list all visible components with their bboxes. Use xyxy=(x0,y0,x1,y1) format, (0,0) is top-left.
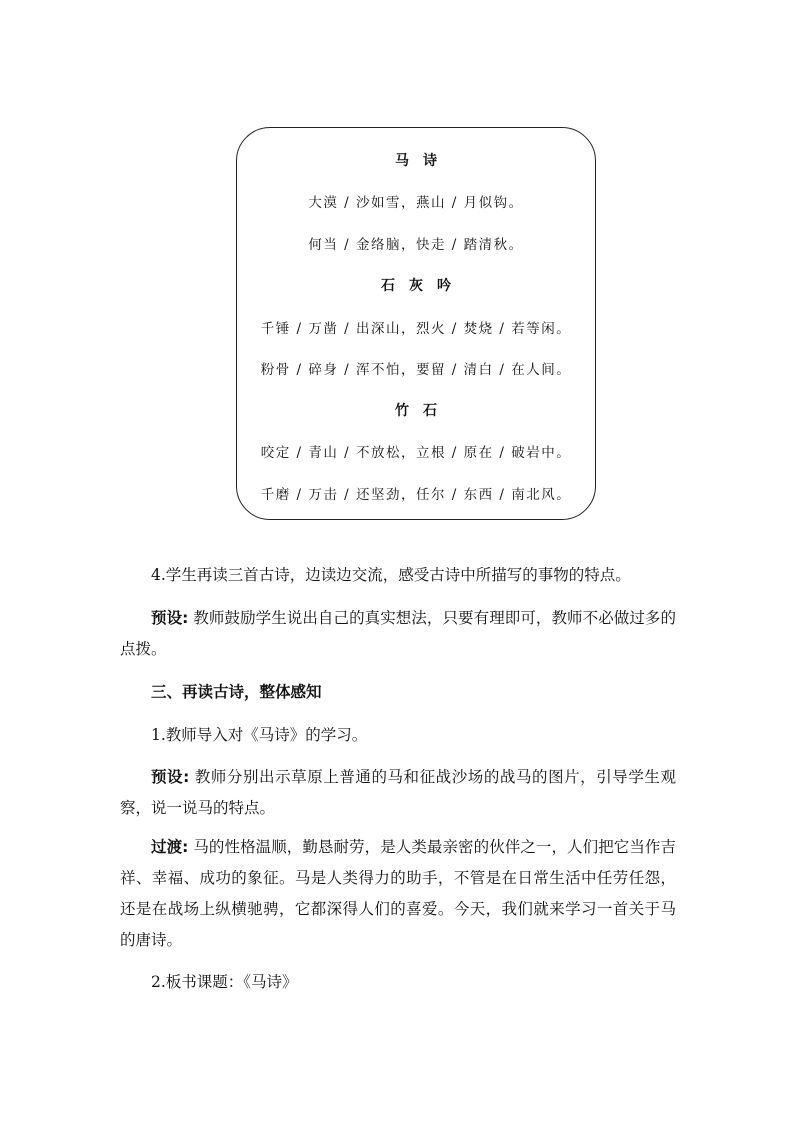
paragraph-step-1 xyxy=(120,720,676,751)
poem-line: 大漠 / 沙如雪，燕山 / 月似钩。 xyxy=(308,195,524,211)
poem-line: 千锤 / 万凿 / 出深山，烈火 / 焚烧 / 若等闲。 xyxy=(260,321,572,337)
label-colon: : xyxy=(182,609,189,627)
poem-line: 何当 / 金络脑，快走 / 踏清秋。 xyxy=(308,237,524,253)
paragraph-text: 4.学生再读三首古诗，边读边交流，感受古诗中所描写的事物的特点。 xyxy=(151,566,631,584)
paragraph-text: 马的性格温顺，勤恳耐劳，是人类最亲密的伙伴之一，人们把它当作吉祥、幸福、成功的象征。马是人类得力的助手，不管是在日常生活中任劳任怨，还是在战场上纵横驰骋，它都深得人们的喜爱。今天，我们就来学习一首关于马的唐诗。 xyxy=(120,838,676,949)
transition-label: 过渡 xyxy=(151,838,183,856)
poem-title-zhu-shi: 竹石 xyxy=(395,403,451,419)
section-heading-3 xyxy=(120,677,676,708)
poem-line: 粉骨 / 碎身 / 浑不怕，要留 / 清白 / 在人间。 xyxy=(260,362,572,378)
paragraph-preset-1 xyxy=(120,603,676,665)
paragraph-text: 2.板书课题：《马诗》 xyxy=(151,973,298,991)
poem-title-ma-shi: 马诗 xyxy=(395,153,451,169)
paragraph-step-4 xyxy=(120,560,676,591)
paragraph-transition xyxy=(120,832,676,956)
paragraph-text: 教师鼓励学生说出自己的真实想法，只要有理即可，教师不必做过多的点拨。 xyxy=(120,609,676,658)
poem-line: 咬定 / 青山 / 不放松，立根 / 原在 / 破岩中。 xyxy=(260,445,572,461)
label-colon: : xyxy=(183,768,190,786)
poem-title-shi-hui-yin: 石灰吟 xyxy=(381,278,465,294)
paragraph-text: 1.教师导入对《马诗》的学习。 xyxy=(151,726,368,744)
preset-label: 预设 xyxy=(151,768,184,786)
preset-label: 预设 xyxy=(151,609,183,627)
heading-text: 三、再读古诗，整体感知 xyxy=(151,683,322,701)
label-colon: : xyxy=(182,838,189,856)
paragraph-step-2 xyxy=(120,967,676,998)
paragraph-text: 教师分别出示草原上普通的马和征战沙场的战马的图片，引导学生观察，说一说马的特点。 xyxy=(120,768,676,817)
paragraph-preset-2 xyxy=(120,762,676,824)
poem-line: 千磨 / 万击 / 还坚劲，任尔 / 东西 / 南北风。 xyxy=(260,487,572,503)
poem-box xyxy=(236,127,596,520)
